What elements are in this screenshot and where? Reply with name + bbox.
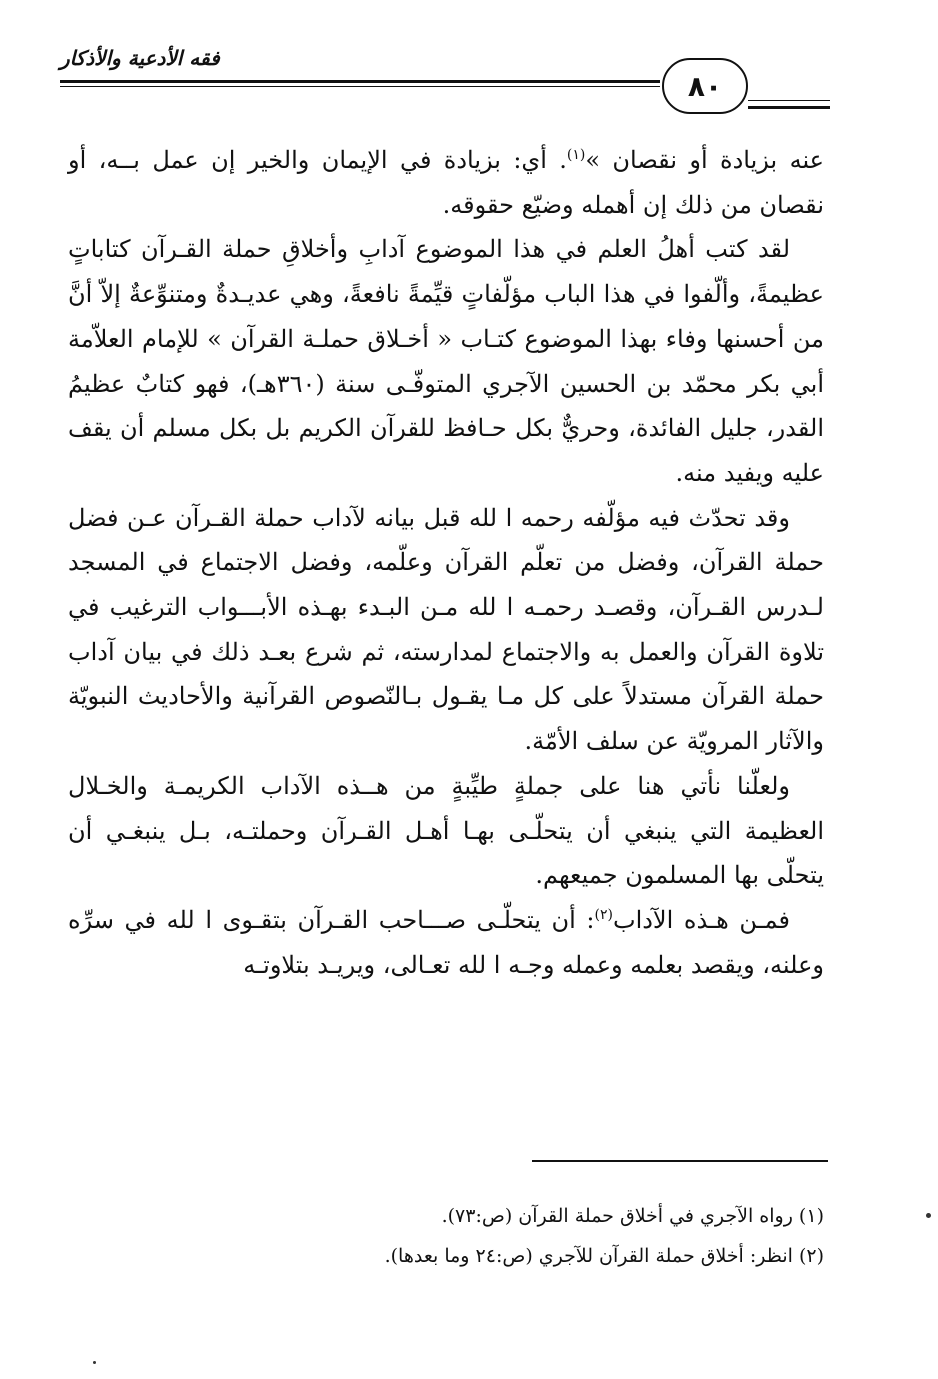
paragraph-3: وقد تحدّث فيه مؤلّفه رحمه ا لله قبل بيانه لآداب حملة القـرآن عـن فضل حملة القرآن، وفضل من تعلّم القرآن وعلّمه، وفضل الاجتماع في المسجد لـدرس القـرآن، وقصـد رحمـه ا لله مـن البـدء بهـذه الأبـــواب الترغيب في تلاوة القرآن والعمل به والاجتماع لمدارسته، ثم شرع بعـد ذلك في بيان آداب حملة القرآن مستدلاً على كل مـا يقـول بـالنّصوص القرآنية والأحاديث النبويّة والآثار المرويّة عن سلف الأمّة. xyxy=(68,503,824,756)
paragraph-1-rest: . أي: بزيادة في الإيمان والخير إن عمل بــه، أو نقصان من ذلك إن أهمله وضيّع حقوقه. xyxy=(68,146,824,219)
footnotes xyxy=(200,1196,824,1276)
footnote-ref-2[interactable]: (٢) xyxy=(594,906,613,923)
footnote-1: (١) رواه الآجري في أخلاق حملة القرآن (ص:٧٣). xyxy=(441,1205,824,1227)
footnote-separator xyxy=(532,1160,828,1162)
paragraph-4: ولعلّنا نأتي هنا على جملةٍ طيِّبةٍ من هــذه الآداب الكريمـة والخـلال العظيمة التي ينبغي أن يتحلّـى بهـا أهـل القـرآن وحملتـه، بـل ينبغـي أن يتحلّى بها المسلمون جميعهم. xyxy=(68,771,824,890)
header-rule xyxy=(60,80,660,83)
paragraph-1-start: عنه بزيادة أو نقصان » xyxy=(585,146,825,174)
running-title: فقه الأدعية والأذكار xyxy=(60,46,220,70)
page-header xyxy=(60,40,830,120)
main-text xyxy=(68,138,824,987)
paragraph-1 xyxy=(68,138,824,227)
paragraph-5-rest: : أن يتحلّـى صـــاحب القـرآن بتقـوى ا لله في سرِّه وعلنه، ويقصد بعلمه وعمله وجـه ا لله تعـالى، ويريـد بتلاوتـه xyxy=(68,905,824,979)
page-number: ٨٠ xyxy=(662,58,748,114)
paragraph-5 xyxy=(68,898,824,987)
scan-speck xyxy=(926,1213,931,1218)
scan-speck xyxy=(93,1361,96,1364)
header-rule-thin xyxy=(60,86,660,87)
footnote-2: (٢) انظر: أخلاق حملة القرآن للآجري (ص:٢٤ وما بعدها). xyxy=(384,1245,824,1267)
header-rule-right-thick xyxy=(748,106,830,109)
header-rule-right xyxy=(748,100,830,101)
paragraph-5-start: فمـن هـذه الآداب xyxy=(612,905,790,934)
paragraph-2: لقد كتب أهلُ العلم في هذا الموضوع آدابِ وأخلاقِ حملة القـرآن كتاباتٍ عظيمةً، وألّفوا في هذا الباب مؤلّفاتٍ قيِّمةً نافعةً، وهي عديـدةٌ ومتنوِّعةٌ إلاّ أنَّ من أحسنها وفاء بهذا الموضوع كتـاب « أخـلاق حملـة القرآن » للإمام العلاّمة أبي بكر محمّد بن الحسين الآجري المتوفّـى سنة (٣٦٠هـ)، فهو كتابٌ عظيمُ القدر، جليل الفائدة، وحريٌّ بكل حـافظ للقرآن الكريم بل بكل مسلم أن يقف عليه ويفيد منه. xyxy=(68,235,824,487)
footnote-ref-1[interactable]: (١) xyxy=(566,147,586,163)
